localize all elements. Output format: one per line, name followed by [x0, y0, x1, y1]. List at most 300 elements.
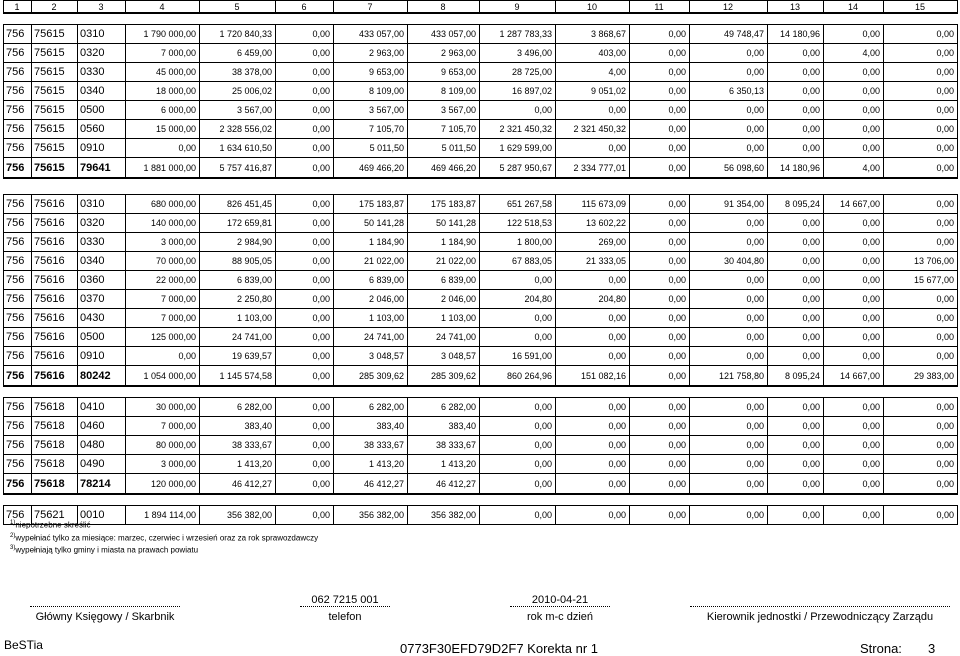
value-cell: 115 673,09 [556, 195, 630, 214]
value-cell: 0,00 [480, 309, 556, 328]
value-cell: 0,00 [630, 398, 690, 417]
page-number: 3 [928, 641, 936, 656]
table-row [4, 436, 958, 455]
value-cell: 0,00 [884, 474, 958, 495]
value-cell: 0,00 [824, 82, 884, 101]
code-cell: 756 [4, 417, 32, 436]
value-cell: 30 000,00 [126, 398, 200, 417]
code-cell: 0500 [78, 101, 126, 120]
value-cell: 0,00 [480, 398, 556, 417]
value-cell: 9 653,00 [334, 63, 408, 82]
value-cell: 0,00 [768, 82, 824, 101]
value-cell: 3 000,00 [126, 455, 200, 474]
value-cell: 0,00 [824, 436, 884, 455]
value-cell: 0,00 [630, 455, 690, 474]
report-table [3, 0, 958, 525]
value-cell: 0,00 [276, 158, 334, 179]
value-cell: 46 412,27 [200, 474, 276, 495]
value-cell: 269,00 [556, 233, 630, 252]
table-row [4, 101, 958, 120]
value-cell: 0,00 [556, 398, 630, 417]
value-cell: 6 282,00 [200, 398, 276, 417]
value-cell: 433 057,00 [408, 25, 480, 44]
value-cell: 0,00 [824, 506, 884, 525]
value-cell: 50 141,28 [408, 214, 480, 233]
value-cell: 0,00 [276, 252, 334, 271]
value-cell: 1 184,90 [408, 233, 480, 252]
value-cell: 5 011,50 [334, 139, 408, 158]
value-cell: 24 741,00 [408, 328, 480, 347]
code-cell: 756 [4, 347, 32, 366]
value-cell: 50 141,28 [334, 214, 408, 233]
header-cell: 14 [824, 1, 884, 14]
code-cell: 0320 [78, 44, 126, 63]
value-cell: 2 984,90 [200, 233, 276, 252]
value-cell: 7 000,00 [126, 44, 200, 63]
value-cell: 0,00 [884, 25, 958, 44]
value-cell: 0,00 [276, 214, 334, 233]
value-cell: 2 963,00 [334, 44, 408, 63]
value-cell: 0,00 [630, 290, 690, 309]
value-cell: 0,00 [884, 63, 958, 82]
value-cell: 29 383,00 [884, 366, 958, 387]
value-cell: 0,00 [276, 233, 334, 252]
value-cell: 38 378,00 [200, 63, 276, 82]
code-cell: 756 [4, 328, 32, 347]
value-cell: 0,00 [276, 290, 334, 309]
code-cell: 756 [4, 233, 32, 252]
code-cell: 75616 [32, 290, 78, 309]
value-cell: 0,00 [884, 398, 958, 417]
code-cell: 75616 [32, 252, 78, 271]
value-cell: 0,00 [690, 474, 768, 495]
value-cell: 0,00 [276, 271, 334, 290]
value-cell: 7 000,00 [126, 309, 200, 328]
header-cell: 6 [276, 1, 334, 14]
accountant-label: Główny Księgowy / Skarbnik [35, 611, 175, 623]
value-cell: 0,00 [768, 101, 824, 120]
value-cell: 3 048,57 [408, 347, 480, 366]
value-cell: 0,00 [824, 139, 884, 158]
code-cell: 75616 [32, 309, 78, 328]
code-cell: 75615 [32, 82, 78, 101]
code-cell: 756 [4, 195, 32, 214]
code-cell: 0010 [78, 506, 126, 525]
table-row [4, 347, 958, 366]
value-cell: 38 333,67 [408, 436, 480, 455]
value-cell: 0,00 [276, 44, 334, 63]
header-cell: 15 [884, 1, 958, 14]
value-cell: 13 602,22 [556, 214, 630, 233]
value-cell: 0,00 [690, 309, 768, 328]
value-cell: 46 412,27 [334, 474, 408, 495]
value-cell: 0,00 [480, 474, 556, 495]
table-row [4, 271, 958, 290]
value-cell: 21 333,05 [556, 252, 630, 271]
table-row [4, 120, 958, 139]
value-cell: 403,00 [556, 44, 630, 63]
document-code: 0773F30EFD79D2F7 Korekta nr 1 [400, 641, 598, 656]
value-cell: 0,00 [824, 101, 884, 120]
value-cell: 0,00 [824, 455, 884, 474]
group-gap [4, 494, 958, 506]
value-cell: 4,00 [556, 63, 630, 82]
brand-label: BeSTia [4, 638, 43, 652]
table-row [4, 252, 958, 271]
table-row [4, 195, 958, 214]
value-cell: 0,00 [480, 417, 556, 436]
value-cell: 14 667,00 [824, 366, 884, 387]
value-cell: 826 451,45 [200, 195, 276, 214]
header-cell: 1 [4, 1, 32, 14]
value-cell: 56 098,60 [690, 158, 768, 179]
value-cell: 0,00 [556, 328, 630, 347]
table-row [4, 455, 958, 474]
value-cell: 0,00 [884, 436, 958, 455]
table-row [4, 139, 958, 158]
value-cell: 1 720 840,33 [200, 25, 276, 44]
value-cell: 0,00 [690, 290, 768, 309]
code-cell: 75615 [32, 25, 78, 44]
value-cell: 38 333,67 [200, 436, 276, 455]
value-cell: 0,00 [276, 366, 334, 387]
value-cell: 0,00 [690, 101, 768, 120]
code-cell: 75616 [32, 214, 78, 233]
value-cell: 67 883,05 [480, 252, 556, 271]
value-cell: 0,00 [630, 120, 690, 139]
group-gap [4, 13, 958, 25]
value-cell: 80 000,00 [126, 436, 200, 455]
code-cell: 0330 [78, 233, 126, 252]
value-cell: 0,00 [556, 417, 630, 436]
code-cell: 0310 [78, 195, 126, 214]
header-cell: 12 [690, 1, 768, 14]
value-cell: 0,00 [824, 271, 884, 290]
code-cell: 756 [4, 474, 32, 495]
value-cell: 125 000,00 [126, 328, 200, 347]
value-cell: 8 095,24 [768, 366, 824, 387]
value-cell: 24 741,00 [200, 328, 276, 347]
code-cell: 756 [4, 252, 32, 271]
value-cell: 0,00 [276, 417, 334, 436]
code-cell: 756 [4, 120, 32, 139]
code-cell: 756 [4, 506, 32, 525]
value-cell: 0,00 [824, 63, 884, 82]
code-cell: 756 [4, 25, 32, 44]
value-cell: 45 000,00 [126, 63, 200, 82]
code-cell: 75615 [32, 101, 78, 120]
value-cell: 0,00 [690, 63, 768, 82]
value-cell: 356 382,00 [200, 506, 276, 525]
value-cell: 0,00 [824, 309, 884, 328]
value-cell: 0,00 [768, 474, 824, 495]
value-cell: 356 382,00 [334, 506, 408, 525]
value-cell: 0,00 [824, 233, 884, 252]
value-cell: 0,00 [630, 417, 690, 436]
code-cell: 0320 [78, 214, 126, 233]
value-cell: 151 082,16 [556, 366, 630, 387]
value-cell: 0,00 [824, 25, 884, 44]
value-cell: 0,00 [768, 398, 824, 417]
value-cell: 0,00 [884, 82, 958, 101]
value-cell: 30 404,80 [690, 252, 768, 271]
value-cell: 469 466,20 [334, 158, 408, 179]
value-cell: 0,00 [630, 233, 690, 252]
table-row [4, 417, 958, 436]
value-cell: 860 264,96 [480, 366, 556, 387]
value-cell: 140 000,00 [126, 214, 200, 233]
code-cell: 0910 [78, 139, 126, 158]
date-value: 2010-04-21 [531, 594, 589, 606]
value-cell: 0,00 [276, 120, 334, 139]
value-cell: 1 894 114,00 [126, 506, 200, 525]
value-cell: 3 048,57 [334, 347, 408, 366]
footnote-1: $^{1)}$niepotrzebne skreślić [10, 520, 91, 530]
value-cell: 0,00 [768, 347, 824, 366]
code-cell: 0490 [78, 455, 126, 474]
header-cell: 2 [32, 1, 78, 14]
value-cell: 0,00 [768, 139, 824, 158]
value-cell: 0,00 [690, 417, 768, 436]
value-cell: 3 496,00 [480, 44, 556, 63]
value-cell: 7 000,00 [126, 290, 200, 309]
value-cell: 0,00 [824, 290, 884, 309]
value-cell: 0,00 [556, 347, 630, 366]
value-cell: 8 109,00 [408, 82, 480, 101]
value-cell: 0,00 [824, 120, 884, 139]
value-cell: 0,00 [824, 398, 884, 417]
value-cell: 0,00 [768, 436, 824, 455]
value-cell: 0,00 [276, 506, 334, 525]
code-cell: 75616 [32, 347, 78, 366]
value-cell: 0,00 [884, 139, 958, 158]
value-cell: 0,00 [824, 347, 884, 366]
value-cell: 1 881 000,00 [126, 158, 200, 179]
value-cell: 91 354,00 [690, 195, 768, 214]
value-cell: 433 057,00 [334, 25, 408, 44]
code-cell: 0370 [78, 290, 126, 309]
code-cell: 756 [4, 63, 32, 82]
value-cell: 469 466,20 [408, 158, 480, 179]
value-cell: 0,00 [276, 63, 334, 82]
value-cell: 0,00 [690, 436, 768, 455]
code-cell: 0560 [78, 120, 126, 139]
code-cell: 78214 [78, 474, 126, 495]
footnotes [10, 518, 318, 556]
code-cell: 756 [4, 82, 32, 101]
header-cell: 7 [334, 1, 408, 14]
value-cell: 0,00 [276, 436, 334, 455]
value-cell: 2 250,80 [200, 290, 276, 309]
code-cell: 756 [4, 290, 32, 309]
code-cell: 756 [4, 398, 32, 417]
value-cell: 0,00 [884, 455, 958, 474]
value-cell: 15 677,00 [884, 271, 958, 290]
code-cell: 0500 [78, 328, 126, 347]
code-cell: 756 [4, 214, 32, 233]
value-cell: 0,00 [630, 252, 690, 271]
value-cell: 0,00 [276, 474, 334, 495]
value-cell: 0,00 [276, 139, 334, 158]
value-cell: 0,00 [884, 158, 958, 179]
value-cell: 0,00 [768, 309, 824, 328]
value-cell: 3 868,67 [556, 25, 630, 44]
value-cell: 0,00 [480, 506, 556, 525]
value-cell: 0,00 [824, 214, 884, 233]
value-cell: 680 000,00 [126, 195, 200, 214]
header-cell: 8 [408, 1, 480, 14]
value-cell: 0,00 [768, 328, 824, 347]
value-cell: 0,00 [480, 455, 556, 474]
value-cell: 2 334 777,01 [556, 158, 630, 179]
value-cell: 0,00 [884, 347, 958, 366]
table-row [4, 214, 958, 233]
value-cell: 1 103,00 [408, 309, 480, 328]
value-cell: 0,00 [276, 195, 334, 214]
value-cell: 4,00 [824, 44, 884, 63]
group-gap [4, 178, 958, 195]
code-cell: 0340 [78, 82, 126, 101]
value-cell: 0,00 [276, 347, 334, 366]
code-cell: 75616 [32, 195, 78, 214]
value-cell: 0,00 [768, 271, 824, 290]
code-cell: 0410 [78, 398, 126, 417]
value-cell: 6 839,00 [408, 271, 480, 290]
value-cell: 5 757 416,87 [200, 158, 276, 179]
code-cell: 75618 [32, 436, 78, 455]
value-cell: 0,00 [630, 44, 690, 63]
value-cell: 0,00 [630, 366, 690, 387]
header-cell: 4 [126, 1, 200, 14]
value-cell: 0,00 [276, 455, 334, 474]
code-cell: 79641 [78, 158, 126, 179]
value-cell: 175 183,87 [334, 195, 408, 214]
value-cell: 120 000,00 [126, 474, 200, 495]
value-cell: 2 328 556,02 [200, 120, 276, 139]
value-cell: 172 659,81 [200, 214, 276, 233]
value-cell: 88 905,05 [200, 252, 276, 271]
value-cell: 0,00 [480, 271, 556, 290]
value-cell: 24 741,00 [334, 328, 408, 347]
code-cell: 756 [4, 271, 32, 290]
value-cell: 1 103,00 [200, 309, 276, 328]
value-cell: 0,00 [768, 44, 824, 63]
table-row [4, 309, 958, 328]
value-cell: 0,00 [630, 309, 690, 328]
value-cell: 16 897,02 [480, 82, 556, 101]
head-label: Kierownik jednostki / Przewodniczący Zarządu [706, 611, 934, 623]
value-cell: 0,00 [480, 328, 556, 347]
value-cell: 0,00 [690, 455, 768, 474]
value-cell: 204,80 [480, 290, 556, 309]
header-cell: 9 [480, 1, 556, 14]
value-cell: 14 180,96 [768, 25, 824, 44]
value-cell: 0,00 [824, 252, 884, 271]
value-cell: 0,00 [630, 214, 690, 233]
code-cell: 75615 [32, 120, 78, 139]
value-cell: 0,00 [630, 139, 690, 158]
value-cell: 25 006,02 [200, 82, 276, 101]
value-cell: 0,00 [276, 25, 334, 44]
value-cell: 0,00 [768, 455, 824, 474]
value-cell: 0,00 [884, 328, 958, 347]
value-cell: 0,00 [630, 328, 690, 347]
value-cell: 1 413,20 [200, 455, 276, 474]
value-cell: 0,00 [690, 506, 768, 525]
value-cell: 5 287 950,67 [480, 158, 556, 179]
table-row [4, 233, 958, 252]
code-cell: 75616 [32, 233, 78, 252]
value-cell: 8 109,00 [334, 82, 408, 101]
header-cell: 3 [78, 1, 126, 14]
value-cell: 0,00 [884, 101, 958, 120]
value-cell: 356 382,00 [408, 506, 480, 525]
code-cell: 0360 [78, 271, 126, 290]
value-cell: 0,00 [768, 290, 824, 309]
code-cell: 756 [4, 436, 32, 455]
value-cell: 6 839,00 [334, 271, 408, 290]
table-row [4, 398, 958, 417]
table-row [4, 290, 958, 309]
value-cell: 0,00 [556, 309, 630, 328]
value-cell: 1 800,00 [480, 233, 556, 252]
value-cell: 0,00 [630, 25, 690, 44]
value-cell: 0,00 [690, 328, 768, 347]
code-cell: 756 [4, 101, 32, 120]
code-cell: 0310 [78, 25, 126, 44]
footnote-2: $^{2)}$wypełniać tylko za miesiące: marzec, czerwiec i wrzesień oraz za rok sprawozdawczy [10, 532, 319, 543]
value-cell: 46 412,27 [408, 474, 480, 495]
code-cell: 75618 [32, 455, 78, 474]
value-cell: 0,00 [556, 101, 630, 120]
value-cell: 0,00 [690, 347, 768, 366]
value-cell: 0,00 [768, 120, 824, 139]
signature-line-date [510, 606, 610, 607]
value-cell: 4,00 [824, 158, 884, 179]
code-cell: 756 [4, 366, 32, 387]
sum-row [4, 474, 958, 495]
value-cell: 16 591,00 [480, 347, 556, 366]
value-cell: 0,00 [556, 474, 630, 495]
value-cell: 6 350,13 [690, 82, 768, 101]
value-cell: 0,00 [768, 63, 824, 82]
value-cell: 9 653,00 [408, 63, 480, 82]
table-row [4, 25, 958, 44]
value-cell: 19 639,57 [200, 347, 276, 366]
value-cell: 0,00 [630, 101, 690, 120]
value-cell: 0,00 [690, 120, 768, 139]
value-cell: 2 321 450,32 [556, 120, 630, 139]
value-cell: 0,00 [630, 82, 690, 101]
value-cell: 1 054 000,00 [126, 366, 200, 387]
footnote-3: $^{3)}$wypełniają tylko gminy i miasta na prawach powiatu [10, 545, 199, 555]
header-row [4, 1, 958, 14]
signature-line-head [690, 606, 950, 607]
value-cell: 0,00 [276, 398, 334, 417]
value-cell: 0,00 [690, 214, 768, 233]
value-cell: 0,00 [630, 158, 690, 179]
header-cell: 5 [200, 1, 276, 14]
value-cell: 121 758,80 [690, 366, 768, 387]
value-cell: 0,00 [690, 271, 768, 290]
value-cell: 0,00 [884, 195, 958, 214]
value-cell: 0,00 [768, 214, 824, 233]
code-cell: 0910 [78, 347, 126, 366]
value-cell: 122 518,53 [480, 214, 556, 233]
value-cell: 6 459,00 [200, 44, 276, 63]
code-cell: 80242 [78, 366, 126, 387]
value-cell: 5 011,50 [408, 139, 480, 158]
